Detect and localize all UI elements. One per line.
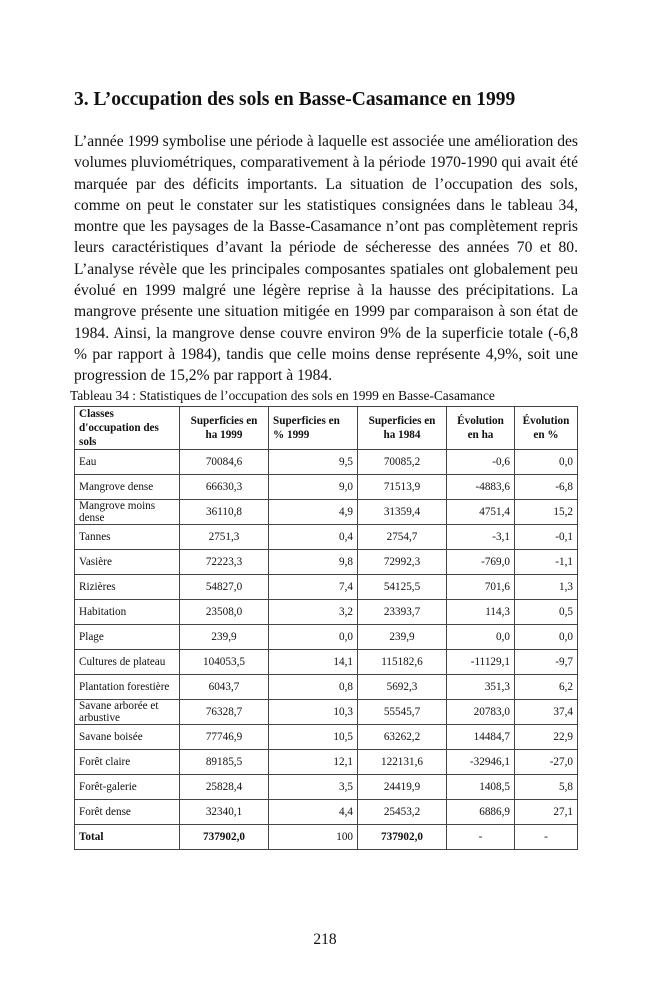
row-label: Savane boisée [75,724,180,749]
row-label: Plantation forestière [75,674,180,699]
table-cell: -27,0 [515,749,578,774]
table-cell: 1408,5 [447,774,515,799]
table-cell: 0,0 [515,449,578,474]
table-cell: 2754,7 [358,524,447,549]
table-cell: 351,3 [447,674,515,699]
table-cell: 36110,8 [180,499,269,524]
table-cell: 55545,7 [358,699,447,724]
row-label: Forêt dense [75,799,180,824]
table-row [75,549,578,574]
table-cell: 4751,4 [447,499,515,524]
table-row [75,674,578,699]
table-cell: 10,5 [269,724,358,749]
table-cell: 9,5 [269,449,358,474]
table-cell: 6886,9 [447,799,515,824]
table-row [75,624,578,649]
table-cell: 0,0 [269,624,358,649]
table-cell: 6043,7 [180,674,269,699]
table-cell: 9,0 [269,474,358,499]
table-cell: 72992,3 [358,549,447,574]
land-use-table [74,406,578,850]
table-cell: 76328,7 [180,699,269,724]
column-header: Superficies en ha 1984 [358,406,447,449]
table-cell: 114,3 [447,599,515,624]
table-cell: 5692,3 [358,674,447,699]
table-cell: 89185,5 [180,749,269,774]
table-cell: 0,8 [269,674,358,699]
row-label: Mangrove moins dense [75,499,180,524]
table-cell: 22,9 [515,724,578,749]
table-cell: -11129,1 [447,649,515,674]
table-cell: 23393,7 [358,599,447,624]
table-row [75,599,578,624]
table-cell: 0,0 [515,624,578,649]
row-label: Habitation [75,599,180,624]
table-cell: 10,3 [269,699,358,724]
row-label: Vasière [75,549,180,574]
table-cell: 2751,3 [180,524,269,549]
table-total-row [75,824,578,849]
table-cell: 7,4 [269,574,358,599]
section-heading: 3. L’occupation des sols en Basse-Casamance en 1999 [74,89,516,110]
row-label: Savane arborée et arbustive [75,699,180,724]
table-caption: Tableau 34 : Statistiques de l’occupation des sols en 1999 en Basse-Casamance [70,387,495,403]
table-cell: 4,4 [269,799,358,824]
table-cell: -32946,1 [447,749,515,774]
table-cell: 32340,1 [180,799,269,824]
row-label: Rizières [75,574,180,599]
table-row [75,524,578,549]
table-cell: 6,2 [515,674,578,699]
column-header: Évolution en % [515,406,578,449]
table-cell: 3,2 [269,599,358,624]
table-cell: 54827,0 [180,574,269,599]
column-header: Classes d'occupation des sols [75,406,180,449]
table-row [75,499,578,524]
table-cell: 63262,2 [358,724,447,749]
table-cell: 0,5 [515,599,578,624]
row-label: Cultures de plateau [75,649,180,674]
total-cell: 100 [269,824,358,849]
table-cell: -0,1 [515,524,578,549]
table-cell: 20783,0 [447,699,515,724]
column-header: Superficies en % 1999 [269,406,358,449]
table-cell: 54125,5 [358,574,447,599]
table-cell: -9,7 [515,649,578,674]
table-cell: 239,9 [180,624,269,649]
table-cell: 70084,6 [180,449,269,474]
table-cell: 72223,3 [180,549,269,574]
table-row [75,774,578,799]
table-cell: 24419,9 [358,774,447,799]
table-cell: -3,1 [447,524,515,549]
table-cell: 70085,2 [358,449,447,474]
table-row [75,749,578,774]
table-cell: 23508,0 [180,599,269,624]
table-cell: 77746,9 [180,724,269,749]
table-cell: -0,6 [447,449,515,474]
table-cell: 25828,4 [180,774,269,799]
table-row [75,699,578,724]
table-cell: 0,0 [447,624,515,649]
table-cell: 239,9 [358,624,447,649]
total-cell: 737902,0 [358,824,447,849]
table-cell: 12,1 [269,749,358,774]
body-paragraph: L’année 1999 symbolise une période à laquelle est associée une amélioration des volumes pluviométriques, comparativement à la période 1970-1990 qui avait été marquée par des déficits importants. La situation de l’occupation des sols, comme on peut le constater sur les statistiques consignées dans le tableau 34, montre que les paysages de la Basse-Casamance n’ont pas complètement repris leurs caractéristiques d’avant la période de sécheresse des années 70 et 80. L’analyse révèle que les principales composantes spatiales ont globalement peu évolué en 1999 malgré une légère reprise à la hausse des précipitations. La mangrove présente une situation mitigée en 1999 par comparaison à son état de 1984. Ainsi, la mangrove dense couvre environ 9% de la superficie totale (-6,8 % par rapport à 1984), tandis que celle moins dense représente 4,9%, soit une progression de 15,2% par rapport à 1984. [74,133,578,385]
table-row [75,574,578,599]
column-header: Évolution en ha [447,406,515,449]
table-row [75,474,578,499]
table-body [75,449,578,849]
row-label: Plage [75,624,180,649]
table-row [75,649,578,674]
table-cell: 104053,5 [180,649,269,674]
row-label: Mangrove dense [75,474,180,499]
table-cell: 4,9 [269,499,358,524]
table-cell: -769,0 [447,549,515,574]
table-cell: 14484,7 [447,724,515,749]
row-label: Forêt-galerie [75,774,180,799]
row-label: Forêt claire [75,749,180,774]
row-label: Tannes [75,524,180,549]
total-label: Total [75,824,180,849]
table-cell: 25453,2 [358,799,447,824]
column-header: Superficies en ha 1999 [180,406,269,449]
table-cell: 37,4 [515,699,578,724]
table-cell: 701,6 [447,574,515,599]
table-cell: 31359,4 [358,499,447,524]
table-cell: 1,3 [515,574,578,599]
table-cell: 3,5 [269,774,358,799]
table-cell: -1,1 [515,549,578,574]
table-cell: -6,8 [515,474,578,499]
table-row [75,724,578,749]
page-number: 218 [313,931,337,948]
row-label: Eau [75,449,180,474]
table-row [75,799,578,824]
table-cell: 122131,6 [358,749,447,774]
total-cell: - [447,824,515,849]
table-cell: 5,8 [515,774,578,799]
total-cell: - [515,824,578,849]
table-row [75,449,578,474]
table-cell: 0,4 [269,524,358,549]
table-cell: 15,2 [515,499,578,524]
table-cell: 14,1 [269,649,358,674]
table-cell: -4883,6 [447,474,515,499]
table-cell: 27,1 [515,799,578,824]
table-cell: 71513,9 [358,474,447,499]
table-cell: 66630,3 [180,474,269,499]
table-cell: 115182,6 [358,649,447,674]
table-header-row [75,406,578,449]
total-cell: 737902,0 [180,824,269,849]
page-content [70,88,578,850]
table-cell: 9,8 [269,549,358,574]
